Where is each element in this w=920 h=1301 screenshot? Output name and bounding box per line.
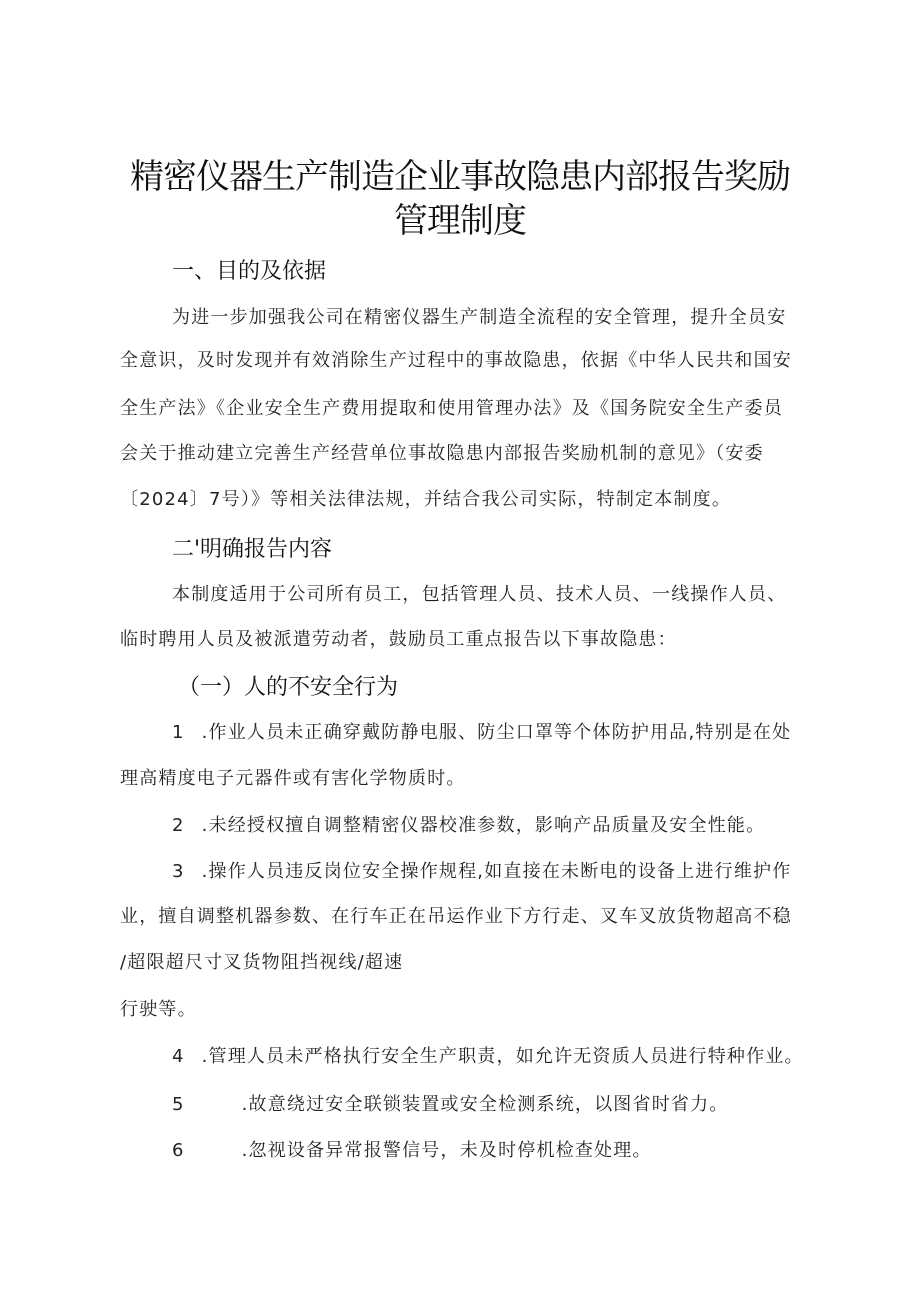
list-item-number: 3 <box>172 861 185 882</box>
section1-heading: 一、目的及依据 <box>172 259 327 284</box>
section2-line: 临时聘用人员及被派遣劳动者，鼓励员工重点报告以下事故隐患： <box>120 629 677 650</box>
section2-heading: 二'明确报告内容 <box>172 537 333 562</box>
section2-line: 本制度适用于公司所有员工，包括管理人员、技术人员、一线操作人员、 <box>172 584 787 605</box>
list-item-1-cont: 理高精度电子元器件或有害化学物质时。 <box>120 768 466 789</box>
list-item-2 <box>172 813 872 839</box>
section1-line: 全生产法》《企业安全生产费用提取和使用管理办法》及《国务院安全生产委员 <box>120 398 783 419</box>
list-item-text: .作业人员未正确穿戴防静电服、防尘口罩等个体防护用品,特别是在处 <box>201 722 792 743</box>
list-item-1 <box>172 720 872 746</box>
list-item-text: .管理人员未严格执行安全生产职责，如允许无资质人员进行特种作业。 <box>201 1046 804 1067</box>
section1-line: 为进一步加强我公司在精密仪器生产制造全流程的安全管理，提升全员安 <box>172 307 787 328</box>
document-title-line2: 管理制度 <box>394 201 526 241</box>
list-item-6 <box>172 1138 872 1164</box>
document-title-line1: 精密仪器生产制造企业事故隐患内部报告奖励 <box>130 157 790 197</box>
list-item-number: 4 <box>172 1046 185 1067</box>
list-item-3 <box>172 859 872 885</box>
list-item-3-cont: 行驶等。 <box>120 999 197 1020</box>
list-item-text: .操作人员违反岗位安全操作规程,如直接在未断电的设备上进行维护作 <box>201 861 792 882</box>
section1-line: 会关于推动建立完善生产经营单位事故隐患内部报告奖励机制的意见》（安委 <box>120 443 764 464</box>
list-item-number: 6 <box>172 1140 185 1161</box>
list-item-text: .未经授权擅自调整精密仪器校准参数，影响产品质量及安全性能。 <box>201 815 766 836</box>
list-item-4 <box>172 1044 872 1070</box>
section1-line: 〔2024〕7号）》等相关法律法规，并结合我公司实际，特制定本制度。 <box>120 489 732 510</box>
list-item-number: 1 <box>172 722 185 743</box>
list-item-3-cont: /超限超尺寸叉货物阻挡视线/超速 <box>120 952 404 973</box>
list-item-text: .忽视设备异常报警信号，未及时停机检查处理。 <box>241 1140 652 1161</box>
section1-line: 全意识，及时发现并有效消除生产过程中的事故隐患，依据《中华人民共和国安 <box>120 350 792 371</box>
list-item-3-cont: 业，擅自调整机器参数、在行车正在吊运作业下方行走、叉车叉放货物超高不稳 <box>120 906 792 927</box>
subsection1-heading: （一）人的不安全行为 <box>178 675 399 700</box>
list-item-text: .故意绕过安全联锁装置或安全检测系统，以图省时省力。 <box>241 1094 729 1115</box>
list-item-number: 5 <box>172 1094 185 1115</box>
list-item-5 <box>172 1092 872 1118</box>
list-item-number: 2 <box>172 815 185 836</box>
